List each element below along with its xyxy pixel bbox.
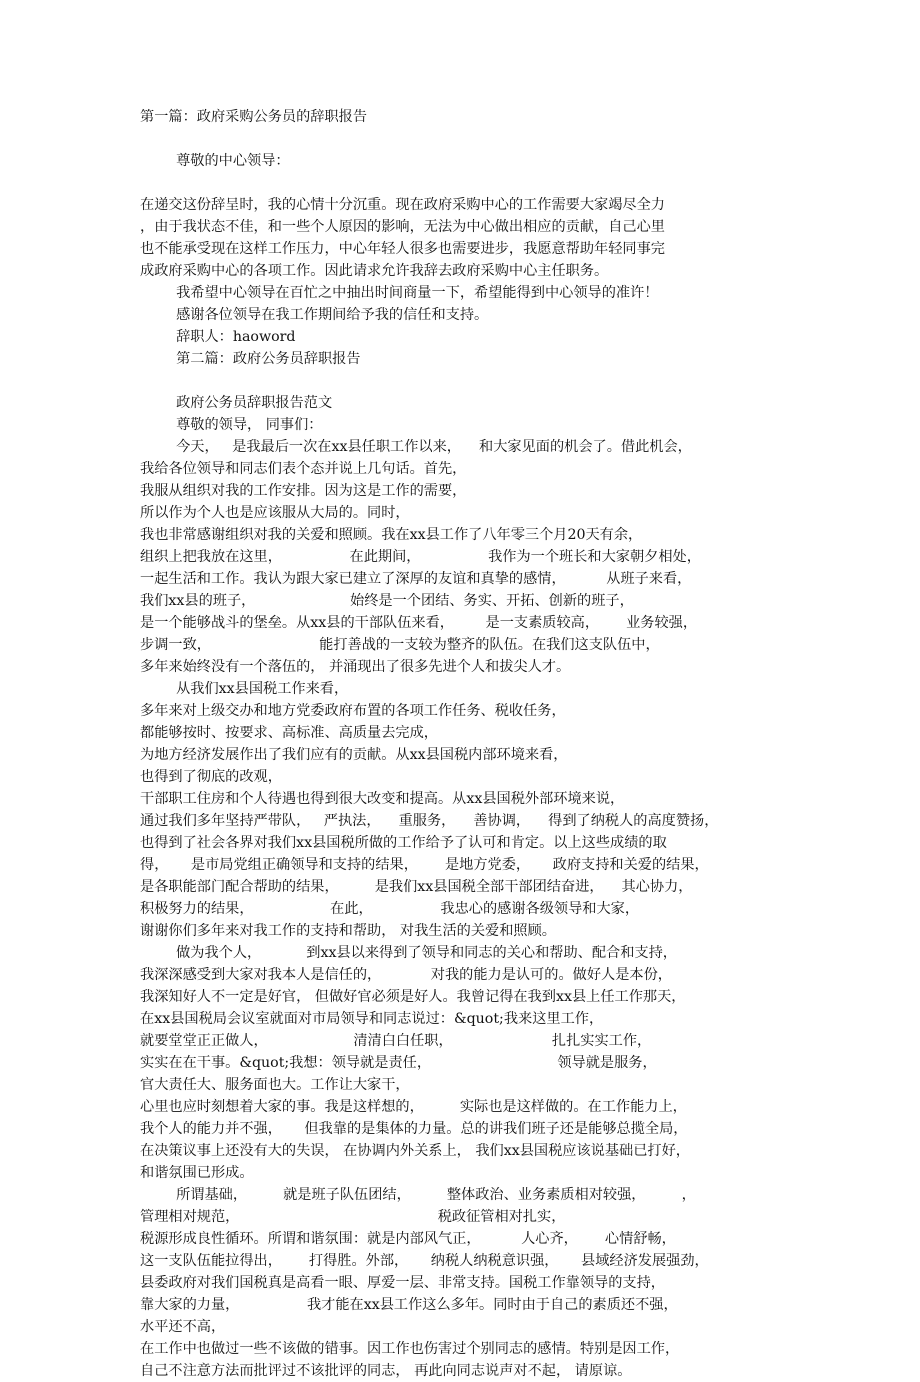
text-line: 为地方经济发展作出了我们应有的贡献。从xx县国税内部环境来看， — [140, 747, 568, 763]
text-line: 我给各位领导和同志们表个态并说上几句话。首先， — [140, 461, 467, 477]
text-line: 和谐氛围已形成。 — [140, 1165, 254, 1181]
text-line: 在决策议事上还没有大的失误， 在协调内外关系上， 我们xx县国税应该说基础已打好， — [140, 1143, 690, 1159]
text-line: 今天， 是我最后一次在xx县任职工作以来， 和大家见面的机会了。借此机会， — [140, 439, 692, 455]
text-line: 我个人的能力并不强， 但我靠的是集体的力量。总的讲我们班子还是能够总揽全局， — [140, 1121, 688, 1137]
document-body — [140, 106, 790, 1382]
text-line: 县委政府对我们国税真是高看一眼、厚爱一层、非常支持。国税工作靠领导的支持， — [140, 1275, 665, 1291]
text-line: 在递交这份辞呈时，我的心情十分沉重。现在政府采购中心的工作需要大家竭尽全力 — [140, 197, 665, 213]
text-line: 就要堂堂正正做人， 清清白白任职， 扎扎实实工作， — [140, 1033, 652, 1049]
text-line: 我也非常感谢组织对我的关爱和照顾。我在xx县工作了八年零三个月20天有余， — [140, 527, 643, 543]
document-title: 第一篇：政府采购公务员的辞职报告 — [140, 109, 368, 125]
text-line: 在工作中也做过一些不该做的错事。因工作也伤害过个别同志的感情。特别是因工作， — [140, 1341, 680, 1357]
text-line: 多年来始终没有一个落伍的， 并涌现出了很多先进个人和拔尖人才。 — [140, 659, 571, 675]
text-line: 一起生活和工作。我认为跟大家已建立了深厚的友谊和真挚的感情， 从班子来看， — [140, 571, 692, 587]
text-line: 谢谢你们多年来对我工作的支持和帮助， 对我生活的关爱和照顾。 — [140, 923, 556, 939]
text-line: 税源形成良性循环。所谓和谐氛围：就是内部风气正， 人心齐， 心情舒畅， — [140, 1231, 676, 1247]
text-line: 自己不注意方法而批评过不该批评的同志， 再此向同志说声对不起， 请原谅。 — [140, 1363, 632, 1379]
text-line: 辞职人：haoword — [140, 329, 296, 345]
text-line: 心里也应时刻想着大家的事。我是这样想的， 实际也是这样做的。在工作能力上， — [140, 1099, 687, 1115]
blank-line — [140, 370, 790, 392]
text-line: 多年来对上级交办和地方党委政府布置的各项工作任务、税收任务， — [140, 703, 566, 719]
blank-line — [140, 128, 790, 150]
text-line: 组织上把我放在这里， 在此期间， 我作为一个班长和大家朝夕相处， — [140, 549, 701, 565]
text-line: 官大责任大、服务面也大。工作让大家干， — [140, 1077, 410, 1093]
text-line: 我希望中心领导在百忙之中抽出时间商量一下，希望能得到中心领导的准许！ — [140, 285, 659, 301]
text-line: 干部职工住房和个人待遇也得到很大改变和提高。从xx县国税外部环境来说， — [140, 791, 625, 807]
text-line: 也不能承受现在这样工作压力，中心年轻人很多也需要进步，我愿意帮助年轻同事完 — [140, 241, 665, 257]
text-line: 也得到了社会各界对我们xx县国税所做的工作给予了认可和肯定。以上这些成绩的取 — [140, 835, 667, 851]
text-line: 我服从组织对我的工作安排。因为这是工作的需要， — [140, 483, 467, 499]
text-line: 所谓基础， 就是班子队伍团结， 整体政治、业务素质相对较强， ， — [140, 1187, 696, 1203]
text-line: ，由于我状态不佳，和一些个人原因的影响，无法为中心做出相应的贡献，自己心里 — [140, 219, 665, 235]
text-line: 所以作为个人也是应该服从大局的。同时， — [140, 505, 410, 521]
text-line: 积极努力的结果， 在此， 我忠心的感谢各级领导和大家， — [140, 901, 640, 917]
text-line: 实实在在干事。&quot;我想：领导就是责任， 领导就是服务， — [140, 1055, 657, 1071]
text-line: 步调一致， 能打善战的一支较为整齐的队伍。在我们这支队伍中， — [140, 637, 660, 653]
text-line: 通过我们多年坚持严带队， 严执法， 重服务， 善协调， 得到了纳税人的高度赞扬， — [140, 813, 719, 829]
text-line: 靠大家的力量， 我才能在xx县工作这么多年。同时由于自己的素质还不强， — [140, 1297, 678, 1313]
text-line: 是各职能部门配合帮助的结果， 是我们xx县国税全部干部团结奋进， 其心协力， — [140, 879, 693, 895]
blank-line — [140, 172, 790, 194]
text-line: 也得到了彻底的改观， — [140, 769, 282, 785]
text-line: 得， 是市局党组正确领导和支持的结果， 是地方党委， 政府支持和关爱的结果， — [140, 857, 709, 873]
text-line: 都能够按时、按要求、高标准、高质量去完成， — [140, 725, 438, 741]
text-line: 做为我个人， 到xx县以来得到了领导和同志的关心和帮助、配合和支持， — [140, 945, 677, 961]
text-line: 感谢各位领导在我工作期间给予我的信任和支持。 — [140, 307, 489, 323]
text-line: 尊敬的中心领导： — [140, 153, 290, 169]
text-line: 我深深感受到大家对我本人是信任的， 对我的能力是认可的。做好人是本份， — [140, 967, 672, 983]
text-line: 从我们xx县国税工作来看， — [140, 681, 349, 697]
text-line: 我深知好人不一定是好官， 但做好官必须是好人。我曾记得在我到xx县上任工作那天， — [140, 989, 686, 1005]
text-line: 是一个能够战斗的堡垒。从xx县的干部队伍来看， 是一支素质较高， 业务较强， — [140, 615, 698, 631]
text-line: 尊敬的领导， 同事们： — [140, 417, 323, 433]
text-line: 这一支队伍能拉得出， 打得胜。外部， 纳税人纳税意识强， 县域经济发展强劲， — [140, 1253, 709, 1269]
text-line: 第二篇：政府公务员辞职报告 — [140, 351, 361, 367]
text-line: 在xx县国税局会议室就面对市局领导和同志说过：&quot;我来这里工作， — [140, 1011, 604, 1027]
text-line: 管理相对规范， 税政征管相对扎实， — [140, 1209, 566, 1225]
text-line: 水平还不高， — [140, 1319, 226, 1335]
text-line: 我们xx县的班子， 始终是一个团结、务实、开拓、创新的班子， — [140, 593, 634, 609]
text-line: 政府公务员辞职报告范文 — [140, 395, 333, 411]
text-line: 成政府采购中心的各项工作。因此请求允许我辞去政府采购中心主任职务。 — [140, 263, 609, 279]
